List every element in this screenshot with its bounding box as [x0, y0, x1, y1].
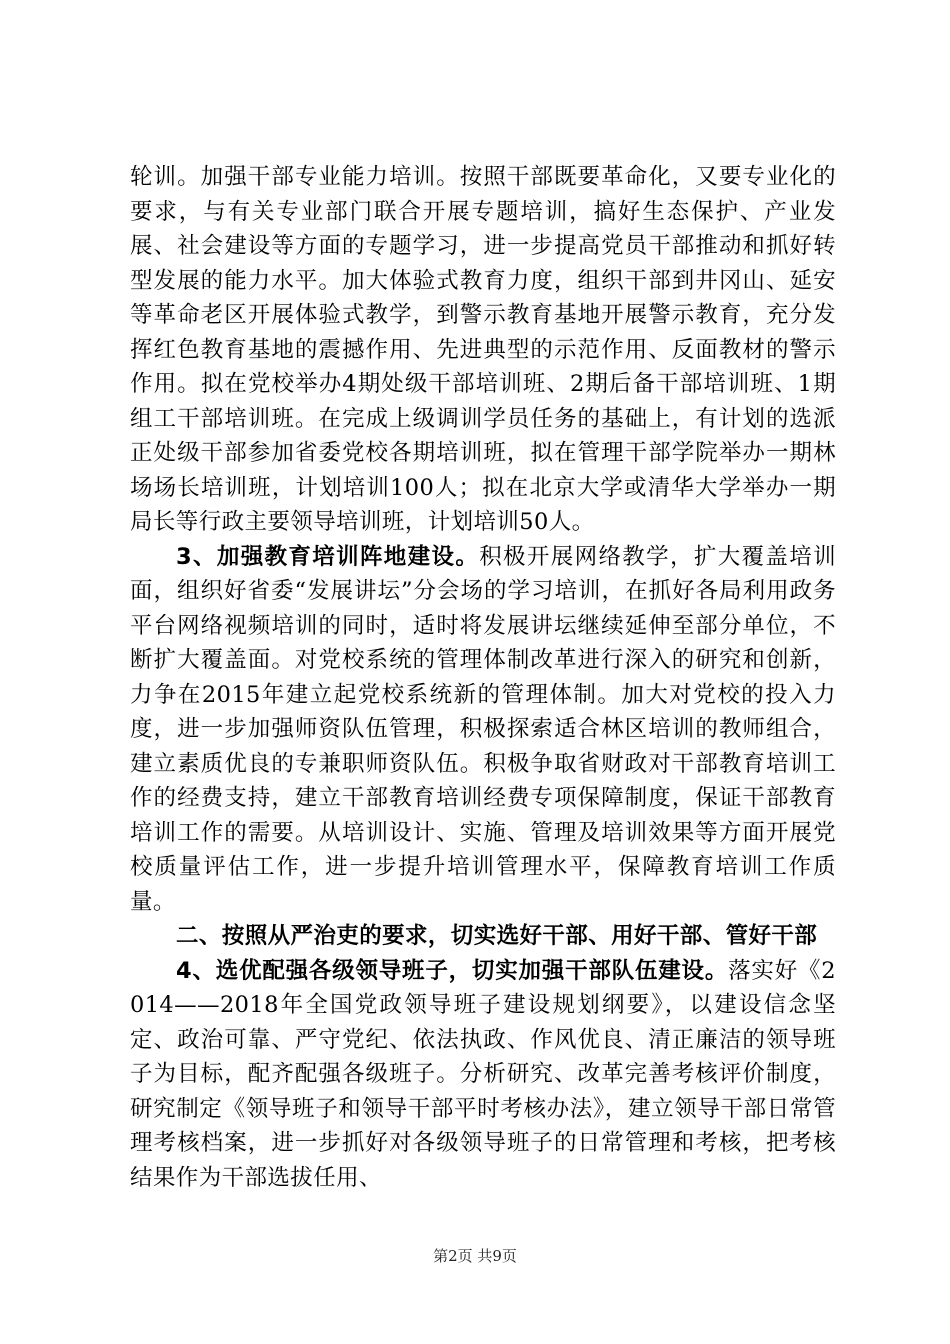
document-body	[130, 160, 836, 1195]
item-4-heading: 4、选优配强各级领导班子，切实加强干部队伍建设。	[176, 957, 729, 984]
paragraph-training-base	[130, 540, 836, 920]
page-number-footer: 第2页 共9页	[433, 1247, 517, 1265]
item-3-heading: 3、加强教育培训阵地建设。	[176, 543, 480, 570]
section-2-heading: 二、按照从严治吏的要求，切实选好干部、用好干部、管好干部	[176, 923, 818, 949]
paragraph-training: 轮训。加强干部专业能力培训。按照干部既要革命化，又要专业化的要求，与有关专业部门联合开展专题培训，搞好生态保护、产业发展、社会建设等方面的专题学习，进一步提高党员干部推动和抓好转型发展的能力水平。加大体验式教育力度，组织干部到井冈山、延安等革命老区开展体验式教学，到警示教育基地开展警示教育，充分发挥红色教育基地的震撼作用、先进典型的示范作用、反面教材的警示作用。拟在党校举办4期处级干部培训班、2期后备干部培训班、1期组工干部培训班。在完成上级调训学员任务的基础上，有计划的选派正处级干部参加省委党校各期培训班，拟在管理干部学院举办一期林场场长培训班，计划培训100人；拟在北京大学或清华大学举办一期局长等行政主要领导培训班，计划培训50人。	[130, 164, 836, 535]
item-4-body: 落实好《2014——2018年全国党政领导班子建设规划纲要》，以建设信念坚定、政治可靠、严守党纪、依法执政、作风优良、清正廉洁的领导班子为目标，配齐配强各级班子。分析研究、改革完善考核评价制度，研究制定《领导班子和领导干部平时考核办法》，建立领导干部日常管理考核档案，进一步抓好对各级领导班子的日常管理和考核，把考核结果作为干部选拔任用、	[130, 957, 836, 1191]
paragraph-leadership	[130, 954, 836, 1196]
item-3-body: 积极开展网络教学，扩大覆盖培训面，组织好省委“发展讲坛”分会场的学习培训，在抓好各局利用政务平台网络视频培训的同时，适时将发展讲坛继续延伸至部分单位，不断扩大覆盖面。对党校系统的管理体制改革进行深入的研究和创新，力争在2015年建立起党校系统新的管理体制。加大对党校的投入力度，进一步加强师资队伍管理，积极探索适合林区培训的教师组合，建立素质优良的专兼职师资队伍。积极争取省财政对干部教育培训工作的经费支持，建立干部教育培训经费专项保障制度，保证干部教育培训工作的需要。从培训设计、实施、管理及培训效果等方面开展党校质量评估工作，进一步提升培训管理水平，保障教育培训工作质量。	[130, 543, 836, 915]
